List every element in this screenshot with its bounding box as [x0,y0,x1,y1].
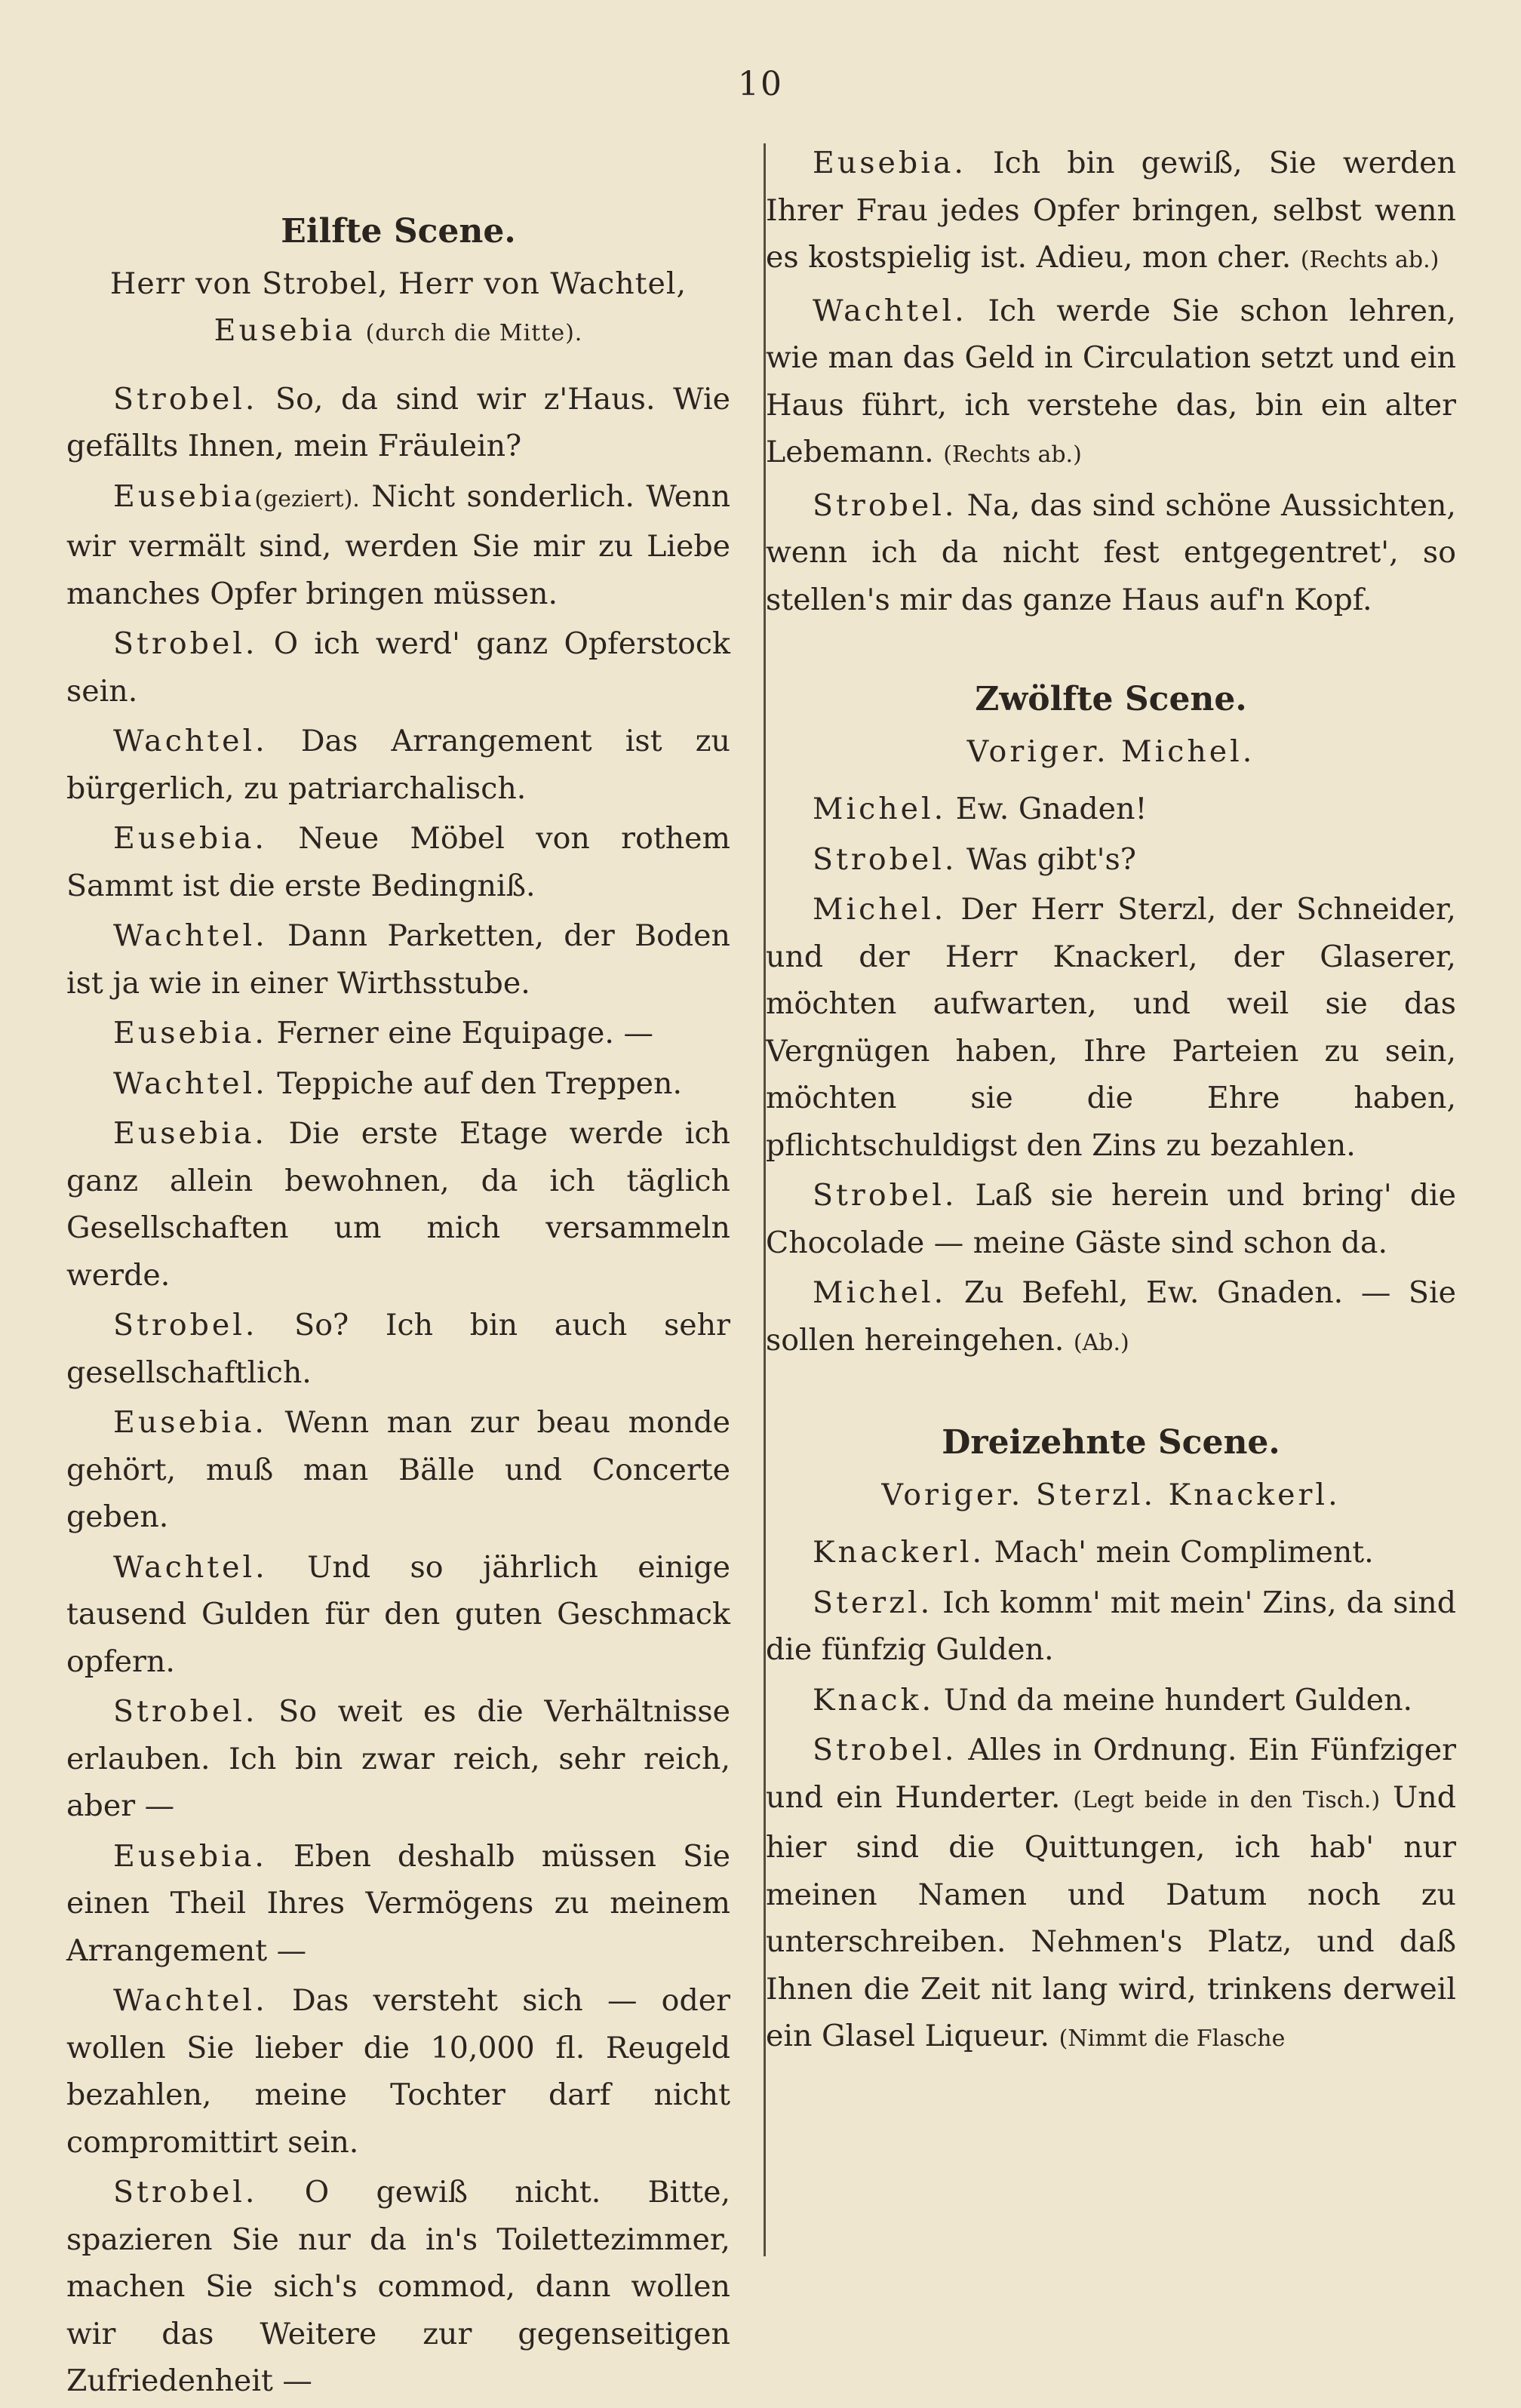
speaker-name: Knackerl. [813,1535,985,1570]
speech-text: So, da sind wir z'Haus. Wie gefällts Ihnen, mein Fräulein? [66,381,731,463]
speech [66,1302,730,1396]
cast-line: Voriger. Sterzl. Knackerl. [881,1477,1341,1512]
speech [66,1833,730,1975]
scene-title: Dreizehnte Scene. [942,1423,1280,1462]
speech [66,2169,730,2405]
speech-text: Die erste Etage werde ich ganz allein bewohnen, da ich täglich Gesellschaften um mich versammeln werde. [66,1116,730,1293]
speech [66,1399,730,1541]
speaker-name: Strobel. [113,626,258,661]
speech-text: Und da meine hundert Gulden. [943,1682,1413,1718]
speech [66,1060,730,1108]
speech-text: O gewiß nicht. Bitte, spazieren Sie nur da in's Toilettezimmer, machen Sie sich's commod, dann wollen wir das Weitere zur gegenseitigen Zufriedenheit — [66,2175,730,2398]
speaker-name: Wachtel. [113,1066,268,1101]
speech-text: Ich bin gewiß, Sie werden Ihrer Frau jedes Opfer bringen, selbst wenn es kostspielig ist. Adieu, mon cher. [766,146,1456,275]
speaker-name: Strobel. [113,381,258,417]
speech [66,620,730,715]
cast-line: Herr von Strobel, Herr von Wachtel, [109,266,687,301]
speaker-name: Wachtel. [113,1549,268,1585]
speech-text: Und so jährlich einige tausend Gulden für den guten Geschmack opfern. [66,1549,730,1679]
cast-line: Voriger. Michel. [966,733,1255,769]
speaker-name: Strobel. [813,1733,957,1767]
speech [66,1010,730,1057]
speech [66,376,730,470]
speech [766,140,1456,284]
speech [66,718,730,812]
stage-direction: (Nimmt die Flasche [1059,2025,1286,2052]
page-number: 10 [738,65,783,103]
scene-title: Zwölfte Scene. [975,680,1247,718]
speech-text: Dann Parketten, der Boden ist ja wie in einer Wirthsstube. [66,918,730,1001]
speaker-name: Michel. [813,892,947,927]
speech-text: Was gibt's? [966,841,1136,877]
speech [766,1579,1456,1674]
stage-direction: (Ab.) [1073,1329,1129,1356]
speech-text: Nicht sonderlich. Wenn wir vermält sind, werden Sie mir zu Liebe manches Opfer bringen müssen. [66,478,731,611]
speaker-name: Eusebia. [813,146,966,180]
stage-direction: (Rechts ab.) [1300,247,1440,273]
speaker-name: Strobel. [113,1308,258,1342]
speech-text: Ferner eine Equipage. — [276,1016,653,1050]
stage-direction: (geziert). [254,485,360,512]
speaker-name: Eusebia. [113,1116,267,1151]
speech [66,912,730,1007]
stage-direction: (durch die Mitte). [365,320,583,346]
scene-title: Eilfte Scene. [281,212,516,251]
speech-text: Das versteht sich — oder wollen Sie lieber die 10,000 fl. Reugeld bezahlen, meine Tochter darf nicht compromittirt sein. [66,1983,730,2160]
speech-text: Neue Möbel von rothem Sammt ist die erste Bedingniß. [66,821,730,903]
speech [66,1977,730,2166]
speech [66,1688,730,1830]
speech [766,836,1456,884]
speech-text: Das Arrangement ist zu bürgerlich, zu patriarchalisch. [66,724,730,806]
speaker-name: Eusebia [113,478,255,514]
speech-text: Zu Befehl, Ew. Gnaden. — Sie sollen hereingehen. [766,1275,1456,1358]
stage-direction: (Rechts ab.) [943,441,1082,468]
speech-text: Ew. Gnaden! [955,792,1148,826]
speaker-name: Eusebia. [113,1838,267,1874]
speech-text: Ich komm' mit mein' Zins, da sind die fünfzig Gulden. [766,1585,1456,1667]
speech [766,886,1456,1169]
speech [66,1544,730,1686]
speaker-name: Eusebia [214,313,356,348]
speech [766,1677,1456,1724]
speech [766,288,1456,479]
speaker-name: Eusebia. [113,1405,267,1440]
speech-text: Eben deshalb müssen Sie einen Theil Ihres Vermögens zu meinem Arrangement — [66,1838,731,1968]
speech-text: Wenn man zur beau monde gehört, muß man Bälle und Concerte geben. [66,1405,730,1534]
speech [766,1529,1456,1576]
speaker-name: Strobel. [813,1178,957,1213]
speech-text: Mach' mein Compliment. [994,1535,1374,1570]
speaker-name: Strobel. [813,487,957,523]
speech-text: So? Ich bin auch sehr gesellschaftlich. [66,1308,730,1390]
speaker-name: Wachtel. [113,918,268,953]
speech [766,786,1456,833]
speech-text: O ich werd' ganz Opferstock sein. [66,626,730,709]
speech [766,1269,1456,1367]
speaker-name: Sterzl. [813,1585,933,1620]
speaker-name: Knack. [813,1682,935,1718]
speech [66,473,730,618]
speech [766,1727,1456,2063]
right-column [766,140,1456,2066]
speech-text: Alles in Ordnung. Ein Fünfziger und ein Hunderter. [766,1733,1456,1815]
cast-line [66,307,730,358]
speech-text: Ich werde Sie schon lehren, wie man das Geld in Circulation setzt und ein Haus führt, ich verstehe das, bin ein alter Lebemann. [766,293,1456,469]
speaker-name: Strobel. [113,2175,258,2210]
speaker-name: Michel. [813,1275,947,1310]
speaker-name: Michel. [813,792,947,826]
speaker-name: Eusebia. [113,1016,267,1050]
speaker-name: Wachtel. [813,293,967,328]
speech-text: Der Herr Sterzl, der Schneider, und der Herr Knackerl, der Glaserer, möchten aufwarten, und weil sie das Vergnügen haben, Ihre Parteien zu sein, möchten sie die Ehre haben, pflichtschuldigst den Zins zu bezahlen. [766,892,1456,1163]
speech-text: Und hier sind die Quittungen, ich hab' nur meinen Namen und Datum noch zu unterschreiben. Nehmen's Platz, und daß Ihnen die Zeit nit lang wird, trinkens derweil ein Glasel Liqueur. [766,1779,1456,2053]
stage-direction: (Legt beide in den Tisch.) [1073,1786,1381,1813]
speech [766,482,1456,624]
speech [66,815,730,909]
speech-text: Teppiche auf den Treppen. [277,1066,683,1101]
speech [66,1110,730,1299]
speech-text: So weit es die Verhältnisse erlauben. Ich bin zwar reich, sehr reich, aber — [66,1694,730,1823]
speaker-name: Wachtel. [113,1983,268,2018]
left-column [66,136,730,2408]
speaker-name: Strobel. [113,1694,258,1729]
speaker-name: Strobel. [813,841,957,877]
speech [766,1172,1456,1266]
speech-text: Na, das sind schöne Aussichten, wenn ich da nicht fest entgegentret', so stellen's mir das ganze Haus auf'n Kopf. [766,487,1456,617]
speaker-name: Wachtel. [113,724,268,758]
speech-text: Laß sie herein und bring' die Chocolade — meine Gäste sind schon da. [766,1178,1457,1260]
speaker-name: Eusebia. [113,821,267,856]
